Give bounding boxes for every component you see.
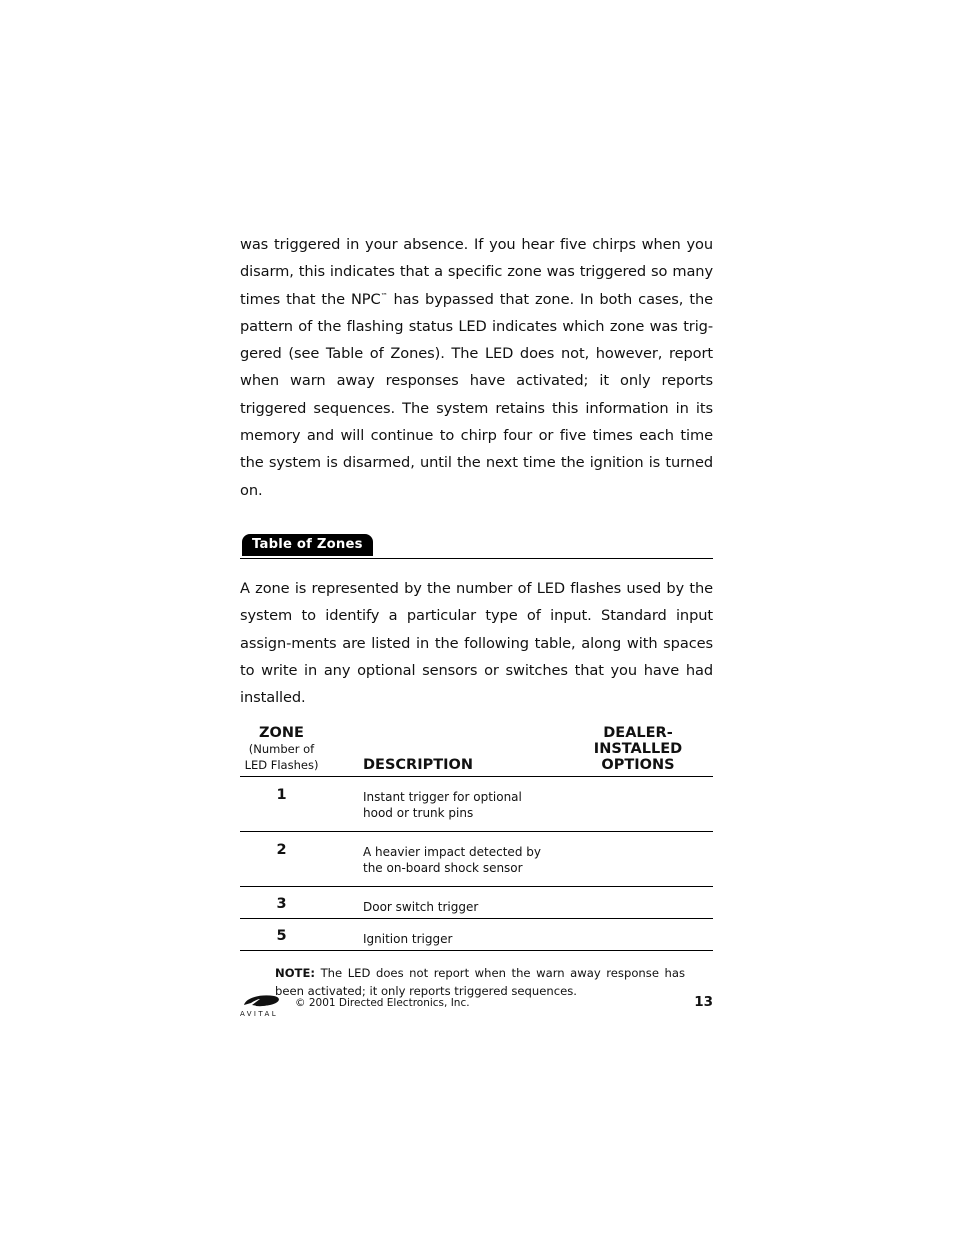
page-number: 13 [694, 994, 713, 1010]
options-header-line2: OPTIONS [601, 757, 675, 774]
table-row [240, 832, 713, 887]
body-paragraph [240, 231, 713, 504]
desc-line: A heavier impact detected by [363, 845, 541, 860]
page-content [240, 231, 713, 1000]
zone-description [323, 777, 563, 832]
zone-number: 2 [276, 842, 287, 859]
zone-header-sub2: LED Flashes) [244, 758, 319, 773]
desc-line: hood or trunk pins [363, 806, 474, 821]
note-label: NOTE: [275, 966, 316, 981]
avital-logo-icon [240, 993, 286, 1017]
table-row [240, 777, 713, 832]
table-header-row [240, 725, 713, 777]
note-text: The LED does not report when the warn away response has been activated; it only reports triggered sequences. [275, 966, 685, 999]
zone-header-label: ZONE [259, 725, 304, 742]
zone-number: 3 [276, 896, 287, 913]
zone-description [323, 919, 563, 951]
section-title: Table of Zones [242, 534, 373, 556]
avital-logo [240, 993, 286, 1021]
options-header-line1: DEALER-INSTALLED [593, 725, 683, 758]
zone-column-header [240, 725, 323, 777]
section-header [240, 534, 713, 559]
page-footer [240, 993, 713, 1023]
description-column-header: DESCRIPTION [363, 757, 473, 774]
desc-line: Instant trigger for optional [363, 790, 522, 805]
table-row [240, 887, 713, 919]
desc-line: Ignition trigger [363, 932, 453, 947]
desc-line: Door switch trigger [363, 900, 479, 915]
zone-header-sub1: (Number of [248, 742, 315, 757]
body-text-part2: has bypassed that zone. In both cases, the pattern of the flashing status LED indicates which zone was trig-gered (see Table of Zones). The LED does not, however, report when warn away responses have activated; it only reports triggered sequences. The system retains this information in its memory and will continue to chirp four or five times each time the system is disarmed, until the next time the ignition is turned on. [240, 290, 714, 499]
desc-line: the on-board shock sensor [363, 861, 523, 876]
dealer-option-cell [563, 919, 713, 951]
copyright: © 2001 Directed Electronics, Inc. [295, 997, 470, 1009]
dealer-option-cell [563, 777, 713, 832]
body-text-part1: was triggered in your absence. If you hear five chirps when you disarm, this indicates that a specific zone was triggered so many times that the NPC [240, 236, 713, 308]
options-column-header [563, 725, 713, 777]
zones-table [240, 725, 713, 951]
table-row [240, 919, 713, 951]
zone-description [323, 832, 563, 887]
dealer-option-cell [563, 832, 713, 887]
logo-text: AVITAL [240, 1010, 279, 1017]
zone-description [323, 887, 563, 919]
dealer-option-cell [563, 887, 713, 919]
zone-number: 1 [276, 787, 287, 804]
zone-number: 5 [276, 928, 287, 945]
trademark-symbol: ™ [380, 291, 388, 300]
intro-paragraph: A zone is represented by the number of LED flashes used by the system to identify a particular type of input. Standard input assign-ments are listed in the following table, along with spaces to write in any optional sensors or switches that you have had installed. [240, 579, 713, 707]
